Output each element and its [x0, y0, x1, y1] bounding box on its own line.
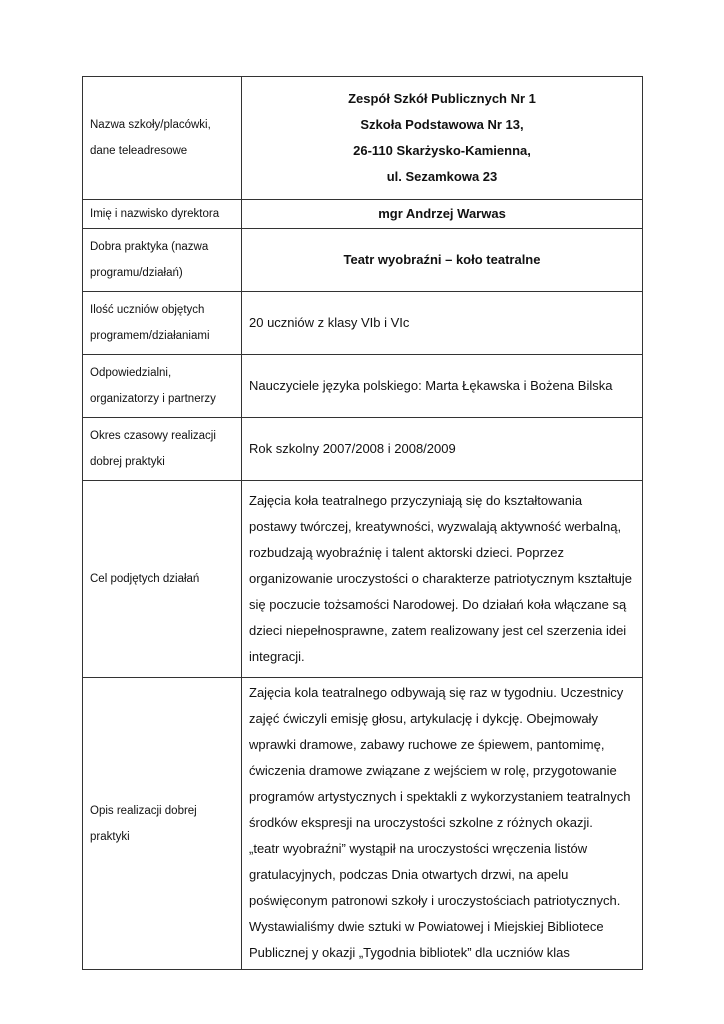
label-period	[83, 418, 242, 481]
label-organizers	[83, 355, 242, 418]
label-school	[83, 77, 242, 200]
label-line: organizatorzy i partnerzy	[90, 393, 216, 405]
description-line: programów artystycznych i spektakli z wykorzystaniem teatralnych	[249, 789, 631, 804]
goal-line: rozbudzają wyobraźnię i talent aktorski dzieci. Poprzez	[249, 545, 565, 560]
label-line: Odpowiedzialni,	[90, 367, 172, 379]
description-line: wprawki dramowe, zabawy ruchowe ze śpiewem, pantomimę,	[249, 737, 605, 752]
label-description	[83, 678, 242, 970]
label-practice	[83, 229, 242, 292]
row-director	[83, 200, 643, 229]
description-line: środków ekspresji na uroczystości szkolne z różnych okazji.	[249, 815, 593, 830]
goal-line: postawy twórczej, kreatywności, wyzwalają aktywność werbalną,	[249, 519, 622, 534]
school-street: ul. Sezamkowa 23	[386, 169, 498, 184]
description-line: „teatr wyobraźni” wystąpił na uroczystości wręczenia listów	[249, 841, 588, 856]
goal-line: się poczucie tożsamości Narodowej. Do działań koła włączane są	[249, 597, 627, 612]
practice-form-table	[82, 76, 643, 970]
school-city: 26-110 Skarżysko-Kamienna,	[353, 143, 531, 158]
row-organizers	[83, 355, 643, 418]
value-school	[242, 77, 643, 200]
row-practice	[83, 229, 643, 292]
label-line: dobrej praktyki	[90, 456, 165, 468]
label-goal: Cel podjętych działań	[83, 481, 242, 678]
label-line: programem/działaniami	[90, 330, 210, 342]
description-line: Publicznej y okazji „Tygodnia bibliotek” dla uczniów klas	[249, 945, 570, 960]
description-line: ćwiczenia dramowe związane z wejściem w rolę, przygotowanie	[249, 763, 617, 778]
description-line: gratulacyjnych, podczas Dnia otwartych drzwi, na apelu	[249, 867, 569, 882]
row-period	[83, 418, 643, 481]
description-line: zajęć ćwiczyli emisję głosu, artykulację i dykcję. Obejmowały	[249, 711, 598, 726]
goal-line: integracji.	[249, 649, 305, 664]
value-students: 20 uczniów z klasy VIb i VIc	[242, 292, 643, 355]
school-name: Zespół Szkół Publicznych Nr 1	[348, 91, 536, 106]
value-description	[242, 678, 643, 970]
goal-line: Zajęcia koła teatralnego przyczyniają się do kształtowania	[249, 493, 583, 508]
description-line: Zajęcia kola teatralnego odbywają się raz w tygodniu. Uczestnicy	[249, 685, 624, 700]
value-practice: Teatr wyobraźni – koło teatralne	[242, 229, 643, 292]
row-school	[83, 77, 643, 200]
description-line: Wystawialiśmy dwie sztuki w Powiatowej i Miejskiej Bibliotece	[249, 919, 604, 934]
goal-line: organizowanie uroczystości o charakterze patriotycznym kształtuje	[249, 571, 632, 586]
label-director: Imię i nazwisko dyrektora	[83, 200, 242, 229]
school-subname: Szkoła Podstawowa Nr 13,	[360, 117, 524, 132]
label-line: Nazwa szkoły/placówki,	[90, 119, 211, 131]
label-line: Opis realizacji dobrej	[90, 804, 197, 817]
row-description	[83, 678, 643, 970]
value-period: Rok szkolny 2007/2008 i 2008/2009	[242, 418, 643, 481]
row-goal	[83, 481, 643, 678]
value-organizers: Nauczyciele języka polskiego: Marta Łękawska i Bożena Bilska	[242, 355, 643, 418]
value-goal	[242, 481, 643, 678]
label-line: Okres czasowy realizacji	[90, 430, 216, 442]
label-students	[83, 292, 242, 355]
value-director: mgr Andrzej Warwas	[242, 200, 643, 229]
label-line: praktyki	[90, 830, 130, 843]
description-line: poświęconym patronowi szkoły i uroczystościach patriotycznych.	[249, 893, 621, 908]
label-line: dane teleadresowe	[90, 145, 188, 157]
label-line: Dobra praktyka (nazwa	[90, 241, 209, 253]
goal-line: dzieci niepełnosprawne, zatem realizowany jest cel szerzenia idei	[249, 623, 627, 638]
label-line: Ilość uczniów objętych	[90, 304, 205, 316]
row-students	[83, 292, 643, 355]
label-line: programu/działań)	[90, 267, 183, 279]
